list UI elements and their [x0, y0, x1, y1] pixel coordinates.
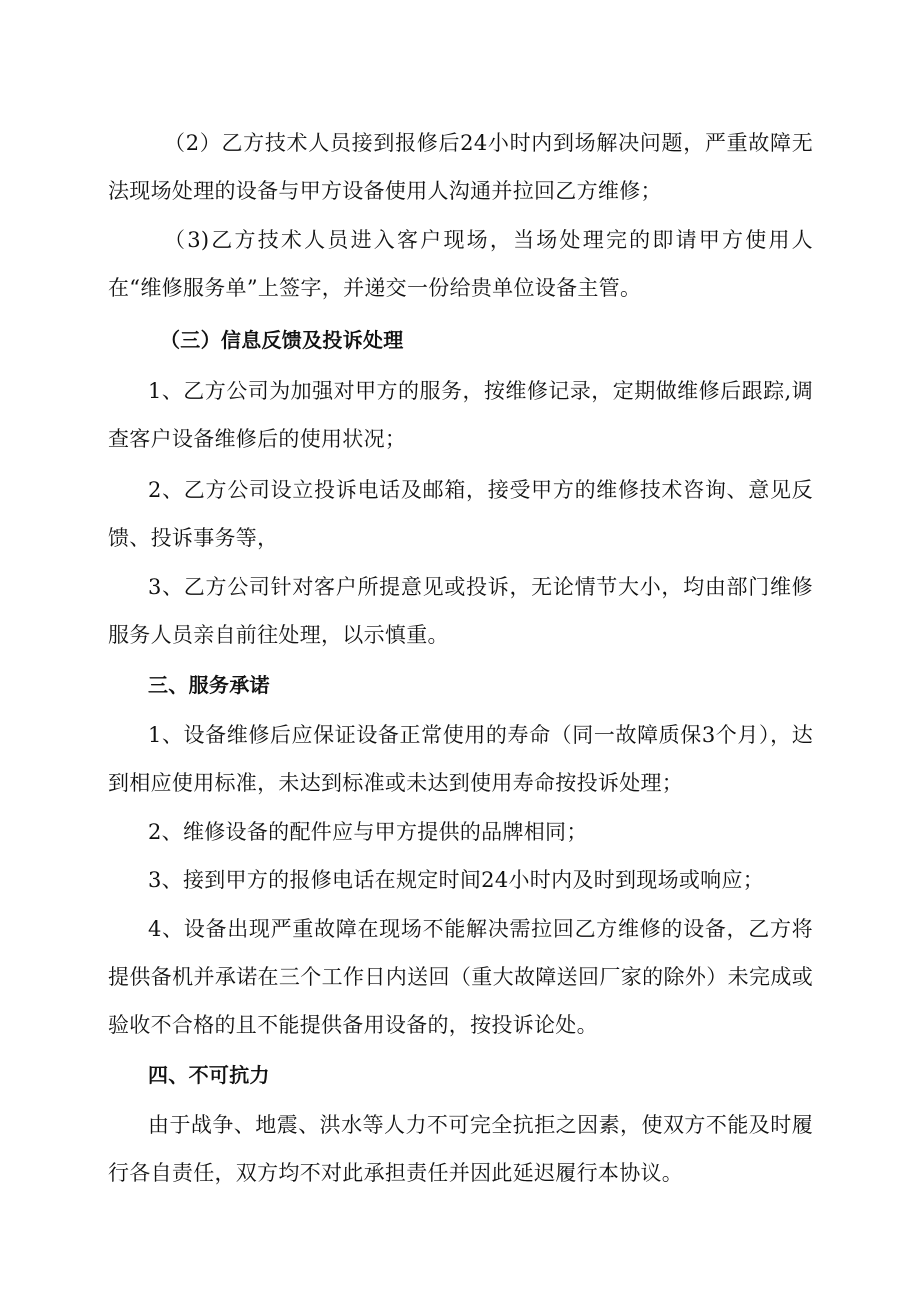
paragraph-follow-up-tracking: 1、乙方公司为加强对甲方的服务，按维修记录，定期做维修后跟踪,调查客户设备维修后的使用状况； — [108, 379, 813, 451]
section-heading-service-commitment: 三、服务承诺 — [148, 673, 270, 697]
paragraph-parts-brand: 2、维修设备的配件应与甲方提供的品牌相同； — [148, 820, 588, 844]
paragraph-warranty-period: 1、设备维修后应保证设备正常使用的寿命（同一故障质保3个月），达到相应使用标准，未达到标准或未达到使用寿命按投诉处理； — [108, 723, 813, 795]
section-heading-force-majeure: 四、不可抗力 — [148, 1063, 270, 1087]
paragraph-onsite-service-sign: （3)乙方技术人员进入客户现场，当场处理完的即请甲方使用人在“维修服务单”上签字，并递交一份给贵单位设备主管。 — [108, 228, 813, 300]
section-heading-feedback-complaints: （三）信息反馈及投诉处理 — [160, 328, 404, 352]
paragraph-force-majeure-text: 由于战争、地震、洪水等人力不可完全抗拒之因素，使双方不能及时履行各自责任，双方均不对此承担责任并因此延迟履行本协议。 — [108, 1113, 813, 1185]
paragraph-repair-response-24h: （2）乙方技术人员接到报修后24小时内到场解决问题，严重故障无法现场处理的设备与甲方设备使用人沟通并拉回乙方维修； — [108, 131, 813, 203]
paragraph-complaint-channels: 2、乙方公司设立投诉电话及邮箱，接受甲方的维修技术咨询、意见反馈、投诉事务等， — [108, 478, 813, 550]
paragraph-response-time: 3、接到甲方的报修电话在规定时间24小时内及时到现场或响应； — [148, 868, 765, 892]
paragraph-complaint-handling: 3、乙方公司针对客户所提意见或投诉，无论情节大小，均由部门维修服务人员亲自前往处理，以示慎重。 — [108, 575, 813, 647]
paragraph-backup-equipment: 4、设备出现严重故障在现场不能解决需拉回乙方维修的设备，乙方将提供备机并承诺在三个工作日内送回（重大故障送回厂家的除外）未完成或验收不合格的且不能提供备用设备的，按投诉论处。 — [108, 917, 813, 1037]
